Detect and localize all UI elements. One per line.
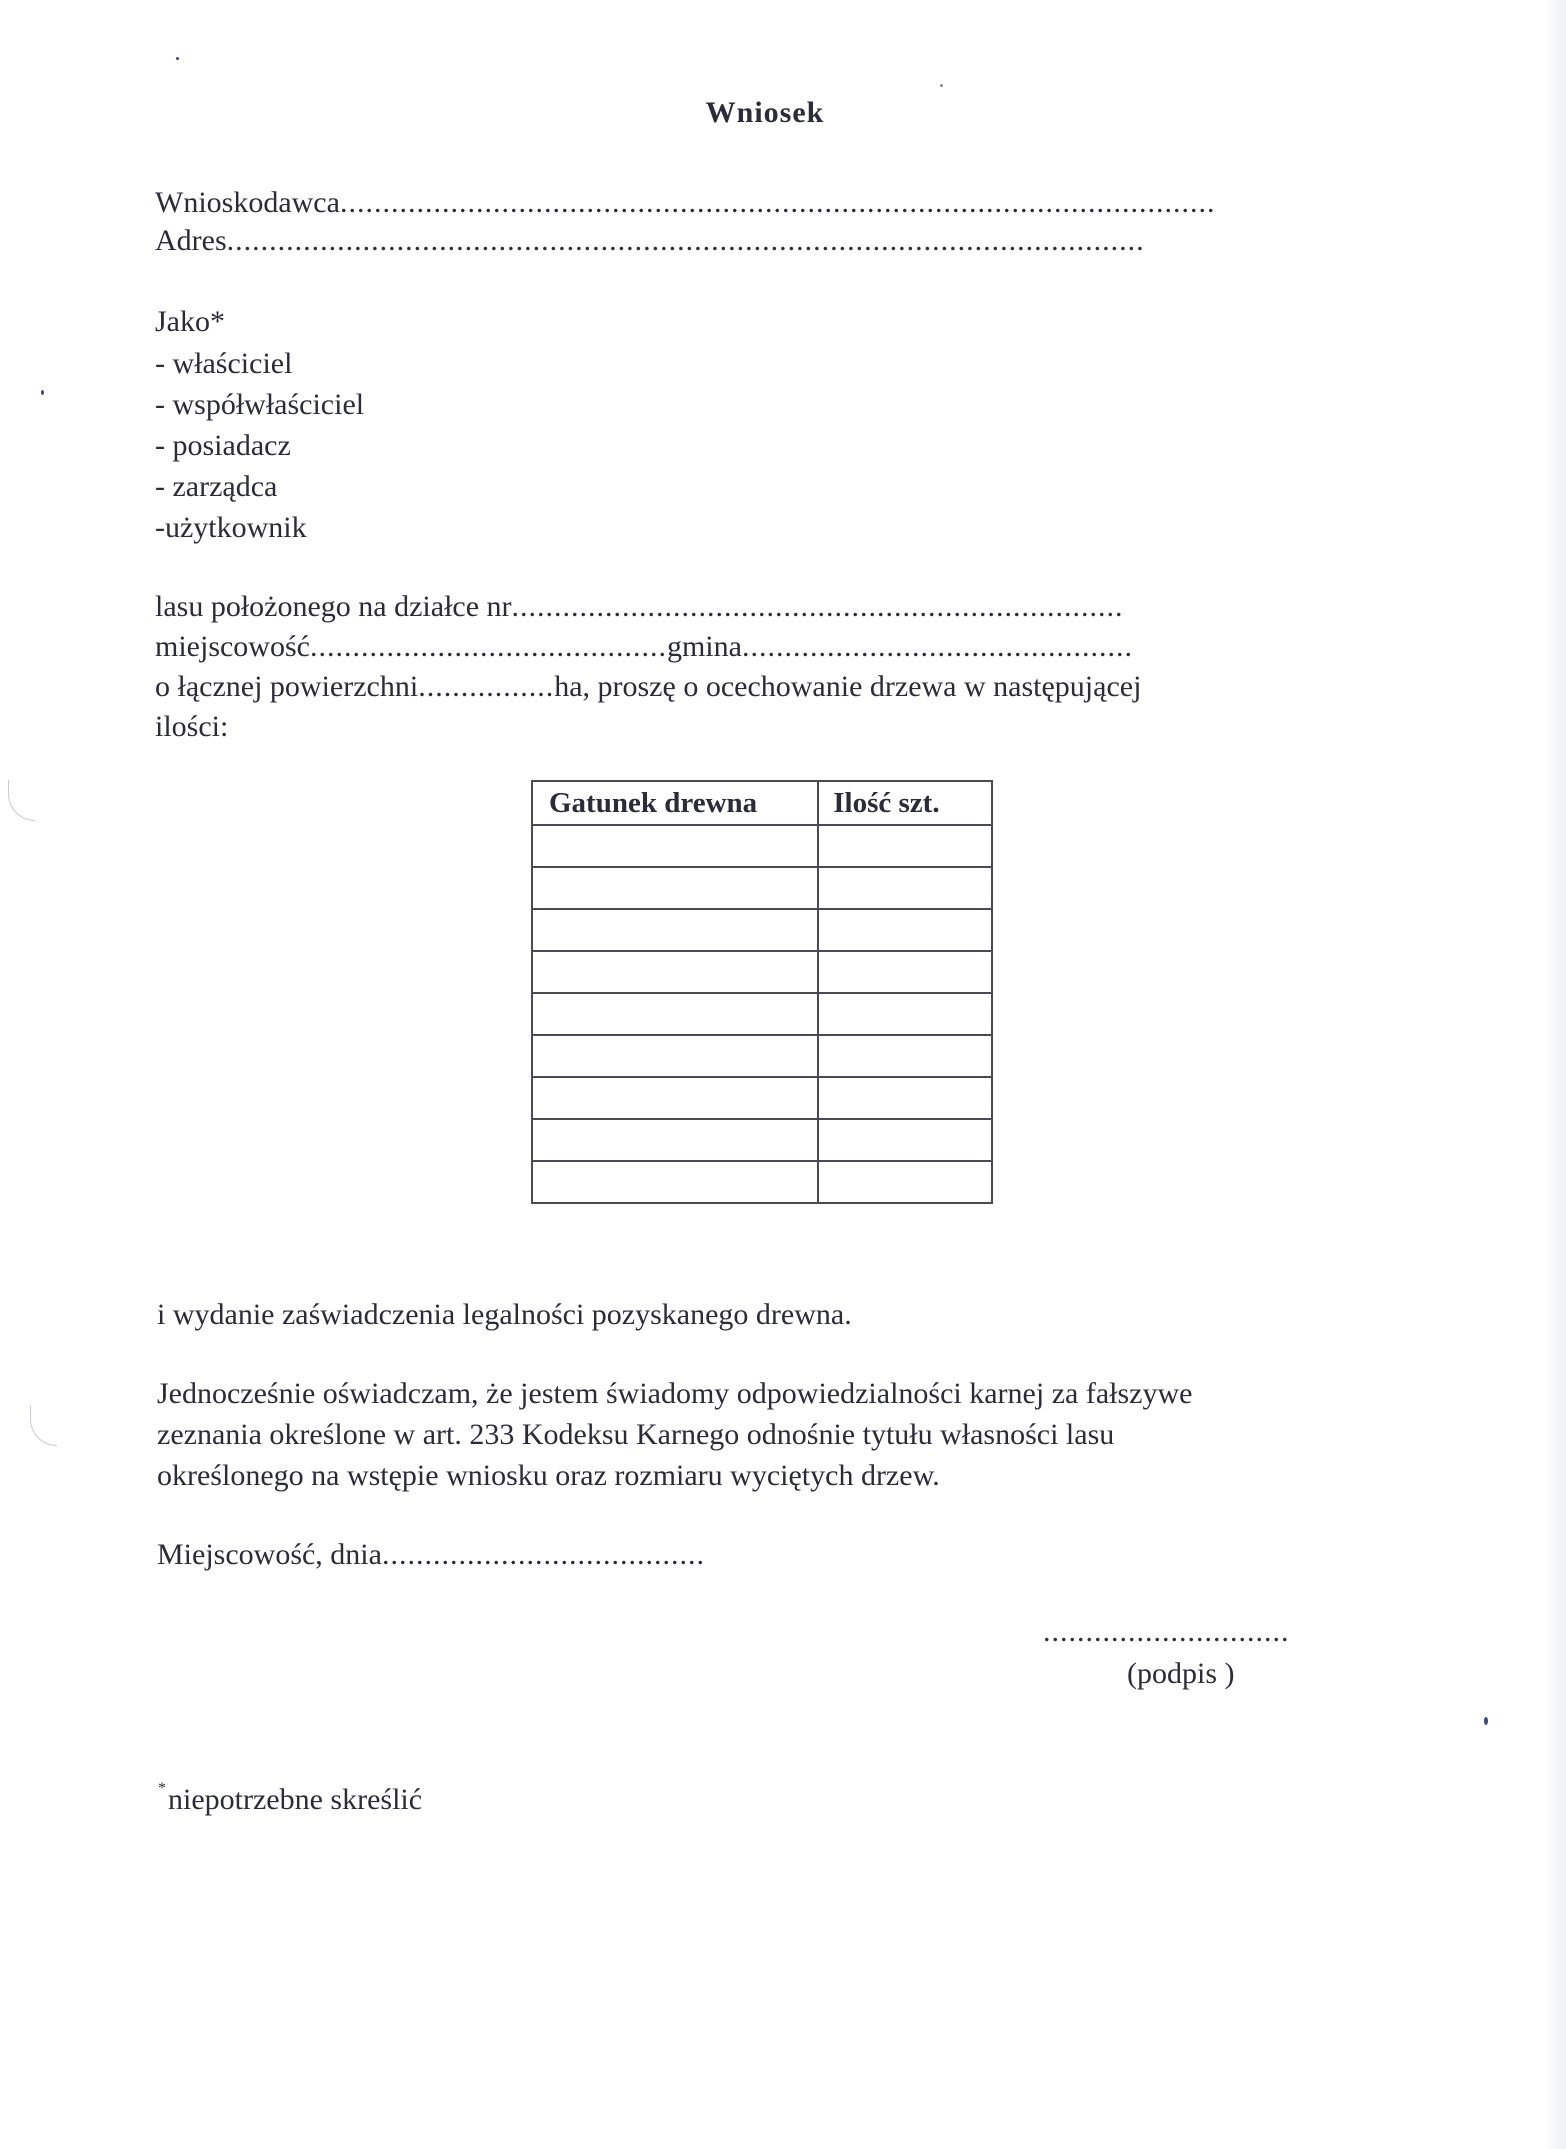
scan-speck xyxy=(1484,1717,1488,1725)
scan-speck xyxy=(41,390,44,395)
header-quantity: Ilość szt. xyxy=(818,781,992,825)
table-row xyxy=(532,1161,992,1203)
quantity-cell[interactable] xyxy=(818,1077,992,1119)
species-cell[interactable] xyxy=(532,1161,818,1203)
quantity-cell[interactable] xyxy=(818,1161,992,1203)
address-label: Adres xyxy=(155,224,227,257)
address-line xyxy=(155,226,1145,256)
footnote-mark: * xyxy=(158,1780,166,1797)
table-row xyxy=(532,825,992,867)
tree-species-table xyxy=(531,780,993,1204)
signature-field[interactable]: ............................. xyxy=(1043,1615,1290,1648)
role-option-holder[interactable]: - posiadacz xyxy=(155,429,291,462)
species-cell[interactable] xyxy=(532,1119,818,1161)
table-row xyxy=(532,1035,992,1077)
locality-label: miejscowość xyxy=(155,630,310,663)
species-cell[interactable] xyxy=(532,825,818,867)
scan-edge-shadow xyxy=(1544,0,1566,2149)
table-row xyxy=(532,951,992,993)
locality-field[interactable]: .......................................... xyxy=(309,630,667,663)
species-cell[interactable] xyxy=(532,951,818,993)
quantity-cell[interactable] xyxy=(818,825,992,867)
role-option-owner[interactable]: - właściciel xyxy=(155,347,293,380)
declaration-line: Jednocześnie oświadczam, że jestem świadomy odpowiedzialności karnej za fałszywe xyxy=(157,1377,1193,1410)
footnote-text: niepotrzebne skreślić xyxy=(168,1783,423,1816)
scan-speck xyxy=(940,84,943,87)
table-row xyxy=(532,1119,992,1161)
issuance-text: i wydanie zaświadczenia legalności pozyskanego drewna. xyxy=(157,1298,852,1331)
address-field[interactable]: ............................................................................................................ xyxy=(226,224,1145,257)
binder-hole-mark xyxy=(30,1405,57,1446)
quantity-cell[interactable] xyxy=(818,1119,992,1161)
table-header-row xyxy=(532,781,992,825)
table-row xyxy=(532,867,992,909)
quantity-cell[interactable] xyxy=(818,867,992,909)
document-title: Wniosek xyxy=(705,96,825,129)
declaration-paragraph xyxy=(157,1373,1192,1496)
commune-field[interactable]: .............................................. xyxy=(741,630,1133,663)
role-option-user[interactable]: -użytkownik xyxy=(155,511,307,544)
binder-hole-mark xyxy=(8,780,35,821)
quantity-cell[interactable] xyxy=(818,1035,992,1077)
applicant-field[interactable]: ....................................................................................................... xyxy=(339,186,1216,219)
signature-label: (podpis ) xyxy=(1127,1657,1235,1690)
species-cell[interactable] xyxy=(532,867,818,909)
applicant-label: Wnioskodawca xyxy=(155,186,340,219)
scan-speck xyxy=(176,57,179,60)
area-line xyxy=(155,672,1141,702)
table-row xyxy=(532,1077,992,1119)
table-row xyxy=(532,993,992,1035)
species-cell[interactable] xyxy=(532,909,818,951)
area-field[interactable]: ................ xyxy=(418,670,555,703)
place-date-label: Miejscowość, dnia xyxy=(157,1538,382,1571)
area-label: o łącznej powierzchni xyxy=(155,670,419,703)
plot-field[interactable]: ........................................................................ xyxy=(511,590,1124,623)
amount-label: ilości: xyxy=(155,710,229,743)
species-cell[interactable] xyxy=(532,993,818,1035)
quantity-cell[interactable] xyxy=(818,909,992,951)
table-row xyxy=(532,909,992,951)
declaration-line: określonego na wstępie wniosku oraz rozmiaru wyciętych drzew. xyxy=(157,1459,940,1492)
plot-line xyxy=(155,592,1124,622)
locality-line xyxy=(155,632,1133,662)
commune-label: gmina xyxy=(666,630,742,663)
as-label: Jako* xyxy=(155,305,225,338)
declaration-line: zeznania określone w art. 233 Kodeksu Karnego odnośnie tytułu własności lasu xyxy=(157,1418,1115,1451)
quantity-cell[interactable] xyxy=(818,951,992,993)
species-cell[interactable] xyxy=(532,1077,818,1119)
place-date-line xyxy=(157,1540,705,1570)
area-rest-text: ha, proszę o ocechowanie drzewa w następującej xyxy=(554,670,1142,703)
quantity-cell[interactable] xyxy=(818,993,992,1035)
place-date-field[interactable]: ...................................... xyxy=(381,1538,705,1571)
plot-label: lasu położonego na działce nr xyxy=(155,590,512,623)
role-option-manager[interactable]: - zarządca xyxy=(155,470,278,503)
species-cell[interactable] xyxy=(532,1035,818,1077)
role-option-co-owner[interactable]: - współwłaściciel xyxy=(155,388,365,421)
applicant-line xyxy=(155,188,1215,218)
header-species: Gatunek drewna xyxy=(532,781,818,825)
